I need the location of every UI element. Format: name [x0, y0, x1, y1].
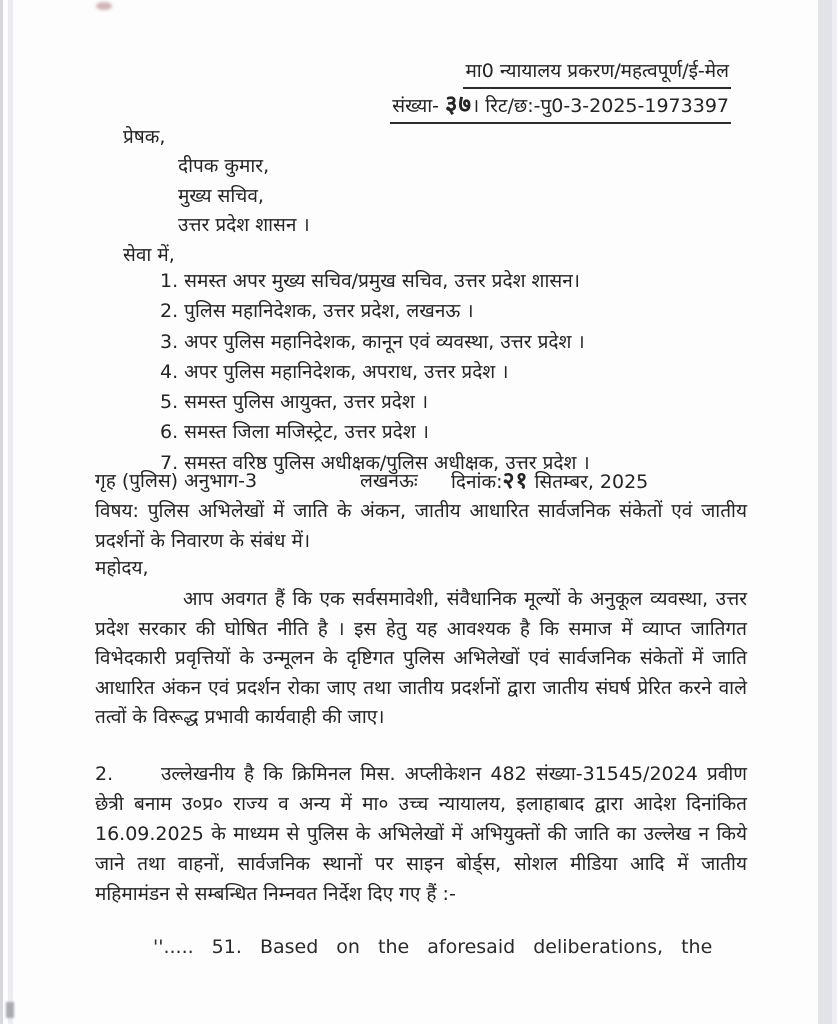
page-edge-left-outer — [0, 0, 3, 1024]
paragraph-2-number: 2. — [95, 763, 114, 785]
recipient-list — [160, 266, 812, 478]
salutation: महोदय, — [95, 557, 149, 579]
letter-date — [451, 466, 648, 497]
page-edge-left-inner — [8, 0, 13, 1024]
section-name: गृह (पुलिस) अनुभाग-3 — [95, 470, 258, 492]
date-rest: सितम्बर, 2025 — [528, 471, 649, 493]
sender-name: दीपक कुमार, — [178, 155, 270, 177]
paragraph-1: आप अवगत हैं कि एक सर्वसमावेशी, संवैधानिक मूल्यों के अनुकूल व्यवस्था, उत्तर प्रदेश सरकार की घोषित नीति है । इस हेतु यह आवश्यक है कि समाज में व्याप्त जातिगत विभेदकारी प्रवृत्तियों के उन्मूलन के दृष्टिगत पुलिस अभिलेखों एवं सार्वजनिक संकेतों में जाति आधारित अंकन एवं प्रदर्शन रोका जाए तथा जातीय प्रदर्शनों द्वारा जातीय संघर्ष प्रेरित करने वाले तत्वों के विरूद्ध प्रभावी कार्यवाही की जाए। — [95, 588, 747, 728]
recipient-item: 2. पुलिस महानिदेशक, उत्तर प्रदेश, लखनऊ । — [160, 300, 474, 323]
quoted-judgment-line: ''..... 51. Based on the aforesaid deliberations, the — [153, 936, 713, 958]
recipient-item: 3. अपर पुलिस महानिदेशक, कानून एवं व्यवस्था, उत्तर प्रदेश । — [160, 330, 585, 353]
paragraph-2 — [95, 759, 747, 909]
paragraph-2-text: उल्लेखनीय है कि क्रिमिनल मिस. अप्लीकेशन 482 संख्या-31545/2024 प्रवीण छेत्री बनाम उ०प्र० राज्य व अन्य में मा० उच्च न्यायालय, इलाहाबाद द्वारा आदेश दिनांकित 16.09.2025 के माध्यम से पुलिस के अभिलेखों में अभियुक्तों की जाति का उल्लेख न किये जाने तथा वाहनों, सार्वजनिक स्थानों पर साइन बोर्ड्स, सोशल मीडिया आदि में जातीय महिमामंडन से सम्बन्धित निम्नवत निर्देश दिए गए हैं :- — [95, 763, 747, 905]
recipient-item: 1. समस्त अपर मुख्य सचिव/प्रमुख सचिव, उत्तर प्रदेश शासन। — [160, 270, 580, 292]
sender-org: उत्तर प्रदेश शासन । — [178, 214, 310, 236]
recipient-label: सेवा में, — [123, 244, 175, 266]
dateline — [95, 466, 747, 496]
scan-artifact-smudge — [96, 2, 112, 10]
recipient-item: 6. समस्त जिला मजिस्ट्रेट, उत्तर प्रदेश । — [160, 421, 429, 444]
scan-artifact-nub — [6, 1002, 14, 1018]
subject-line: विषय: पुलिस अभिलेखों में जाति के अंकन, जातीय आधारित सार्वजनिक संकेतों एवं जातीय प्रदर्शनों के निवारण के संबंध में। — [95, 500, 747, 552]
sender-designation: मुख्य सचिव, — [178, 184, 264, 207]
page-edge-right-outer — [832, 0, 837, 1024]
ref-number-handwritten: ३७ — [445, 90, 472, 118]
classification-header — [95, 56, 747, 124]
ref-number-prefix: संख्या- — [392, 95, 446, 117]
classification-line-2 — [390, 89, 731, 124]
date-day-handwritten: २१ — [502, 468, 529, 494]
place-name: लखनऊः — [360, 470, 418, 492]
classification-line-1: मा0 न्यायालय प्रकरण/महत्वपूर्ण/ई-मेल — [463, 56, 731, 89]
ref-number-rest: । रिट/छ:-पु0-3-2025-1973397 — [472, 95, 729, 117]
recipient-item: 7. समस्त वरिष्ठ पुलिस अधीक्षक/पुलिस अधीक्षक, उत्तर प्रदेश । — [160, 451, 590, 474]
sender-details — [178, 152, 830, 241]
date-prefix: दिनांक: — [451, 471, 503, 493]
sender-label: प्रेषक, — [123, 126, 166, 148]
recipient-item: 5. समस्त पुलिस आयुक्त, उत्तर प्रदेश । — [160, 391, 429, 414]
recipient-item: 4. अपर पुलिस महानिदेशक, अपराध, उत्तर प्रदेश । — [160, 360, 509, 383]
